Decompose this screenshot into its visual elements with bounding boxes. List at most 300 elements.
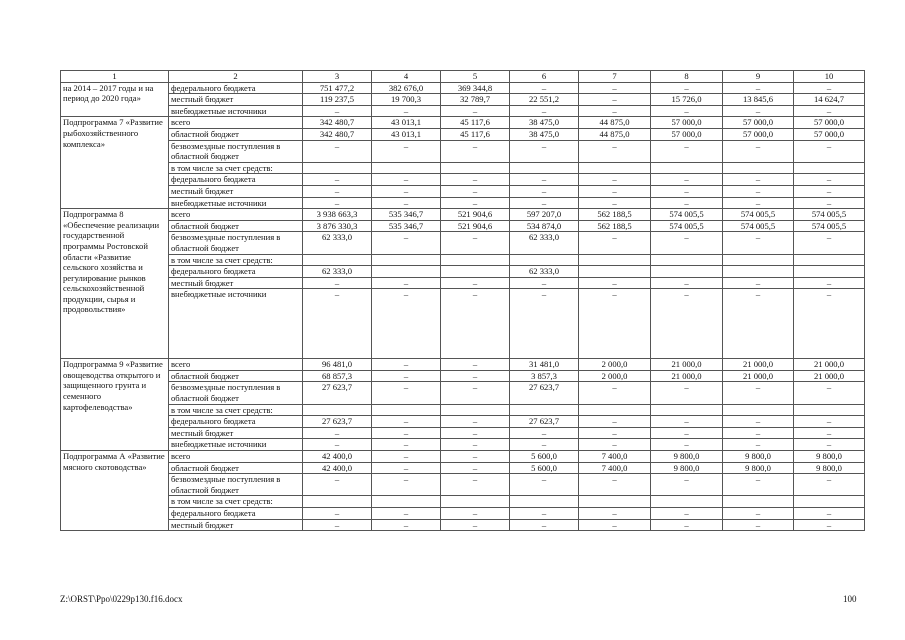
value-cell: – [303,289,372,359]
value-cell: – [372,451,441,463]
value-cell: 562 188,5 [579,209,651,221]
value-cell [794,162,865,174]
value-cell: 32 789,7 [441,94,510,106]
funding-source-label: безвозмездные поступления в областной бюджет [169,474,303,496]
program-title: Подпрограмма А «Развитие мясного скотоводства» [61,451,169,531]
value-cell: – [794,232,865,254]
value-cell: – [372,277,441,289]
table-row [61,209,865,221]
value-cell [372,404,441,416]
table-row [61,220,865,232]
funding-source-label: областной бюджет [169,128,303,140]
funding-source-label: федерального бюджета [169,82,303,94]
value-cell: – [441,508,510,520]
table-row [61,117,865,129]
funding-source-label: внебюджетные источники [169,289,303,359]
value-cell [794,496,865,508]
column-header: 6 [510,71,579,83]
value-cell: – [303,197,372,209]
value-cell: 57 000,0 [651,117,723,129]
value-cell: – [651,277,723,289]
funding-source-label: внебюджетные источники [169,439,303,451]
value-cell: 369 344,8 [441,82,510,94]
value-cell: 42 400,0 [303,451,372,463]
value-cell: – [723,439,794,451]
table-row [61,404,865,416]
value-cell: – [651,82,723,94]
table-row [61,416,865,428]
value-cell: – [723,508,794,520]
value-cell: 13 845,6 [723,94,794,106]
value-cell: 22 551,2 [510,94,579,106]
value-cell: 21 000,0 [794,370,865,382]
funding-source-label: безвозмездные поступления в областной бюджет [169,382,303,404]
value-cell: – [794,174,865,186]
value-cell: – [441,185,510,197]
value-cell: – [441,105,510,117]
value-cell: 382 676,0 [372,82,441,94]
value-cell: – [723,232,794,254]
value-cell: – [510,82,579,94]
value-cell: 342 480,7 [303,128,372,140]
value-cell: 45 117,6 [441,128,510,140]
value-cell [794,266,865,278]
value-cell [579,162,651,174]
value-cell: 42 400,0 [303,462,372,474]
value-cell [303,496,372,508]
value-cell: – [723,474,794,496]
value-cell: – [651,197,723,209]
value-cell [651,254,723,266]
table-row [61,254,865,266]
value-cell: – [651,474,723,496]
value-cell: – [441,416,510,428]
value-cell: – [794,439,865,451]
value-cell: – [794,382,865,404]
value-cell: – [372,105,441,117]
program-title: на 2014 – 2017 годы и на период до 2020 года» [61,82,169,117]
value-cell: – [579,140,651,162]
value-cell: – [723,140,794,162]
value-cell: 27 623,7 [510,382,579,404]
value-cell: 57 000,0 [723,128,794,140]
value-cell: 27 623,7 [303,416,372,428]
value-cell: 44 875,0 [579,128,651,140]
value-cell: – [441,474,510,496]
funding-source-label: местный бюджет [169,185,303,197]
value-cell: – [441,382,510,404]
value-cell: – [723,416,794,428]
value-cell: 574 005,5 [723,209,794,221]
table-row [61,370,865,382]
value-cell: – [651,174,723,186]
value-cell [651,404,723,416]
value-cell: 38 475,0 [510,117,579,129]
budget-table [60,70,865,531]
value-cell: – [372,370,441,382]
value-cell: – [579,277,651,289]
value-cell: 21 000,0 [651,370,723,382]
value-cell: 574 005,5 [651,209,723,221]
table-row [61,289,865,359]
value-cell: 21 000,0 [723,370,794,382]
value-cell [794,254,865,266]
value-cell [579,254,651,266]
funding-source-label: всего [169,451,303,463]
value-cell: 44 875,0 [579,117,651,129]
value-cell: 7 400,0 [579,462,651,474]
value-cell [441,266,510,278]
value-cell [372,254,441,266]
table-row [61,439,865,451]
value-cell: – [303,519,372,531]
value-cell [372,266,441,278]
value-cell [579,404,651,416]
funding-source-label: федерального бюджета [169,174,303,186]
value-cell: – [441,451,510,463]
value-cell: 57 000,0 [651,128,723,140]
value-cell: 535 346,7 [372,209,441,221]
value-cell: – [651,185,723,197]
value-cell: 3 938 663,3 [303,209,372,221]
value-cell: 574 005,5 [723,220,794,232]
value-cell: – [441,462,510,474]
value-cell: – [579,185,651,197]
value-cell: – [510,519,579,531]
value-cell: – [441,427,510,439]
funding-source-label: местный бюджет [169,519,303,531]
value-cell: 574 005,5 [794,220,865,232]
column-header: 10 [794,71,865,83]
value-cell: – [510,174,579,186]
value-cell [441,162,510,174]
funding-source-label: местный бюджет [169,94,303,106]
value-cell: 19 700,3 [372,94,441,106]
value-cell: 62 333,0 [510,232,579,254]
value-cell: – [510,289,579,359]
value-cell [723,404,794,416]
value-cell: 15 726,0 [651,94,723,106]
value-cell [579,496,651,508]
value-cell [651,162,723,174]
value-cell: 9 800,0 [794,462,865,474]
value-cell: 27 623,7 [510,416,579,428]
value-cell: – [651,439,723,451]
value-cell: 751 477,2 [303,82,372,94]
value-cell: 45 117,6 [441,117,510,129]
value-cell: – [372,174,441,186]
funding-source-label: федерального бюджета [169,416,303,428]
value-cell: – [794,140,865,162]
value-cell: 14 624,7 [794,94,865,106]
value-cell: – [794,427,865,439]
value-cell [303,404,372,416]
value-cell [441,404,510,416]
value-cell: – [303,474,372,496]
value-cell: – [303,185,372,197]
value-cell: 2 000,0 [579,359,651,371]
value-cell: – [372,359,441,371]
value-cell: 342 480,7 [303,117,372,129]
value-cell: – [372,519,441,531]
value-cell: – [794,197,865,209]
table-row [61,508,865,520]
column-header: 9 [723,71,794,83]
value-cell: 68 857,3 [303,370,372,382]
value-cell: 574 005,5 [794,209,865,221]
funding-source-label: в том числе за счет средств: [169,254,303,266]
value-cell [303,254,372,266]
value-cell: 9 800,0 [651,462,723,474]
table-row [61,185,865,197]
value-cell [372,496,441,508]
value-cell: – [441,289,510,359]
value-cell: – [794,185,865,197]
value-cell: 3 857,3 [510,370,579,382]
table-row [61,232,865,254]
value-cell: – [794,277,865,289]
value-cell [723,162,794,174]
column-header: 1 [61,71,169,83]
value-cell: – [441,232,510,254]
value-cell: 96 481,0 [303,359,372,371]
table-row [61,519,865,531]
value-cell: – [723,427,794,439]
column-header: 7 [579,71,651,83]
value-cell: 2 000,0 [579,370,651,382]
value-cell: 57 000,0 [794,117,865,129]
funding-source-label: безвозмездные поступления в областной бюджет [169,232,303,254]
value-cell: 562 188,5 [579,220,651,232]
value-cell [372,162,441,174]
table-row [61,174,865,186]
value-cell [441,254,510,266]
value-cell: 62 333,0 [303,266,372,278]
value-cell: – [723,519,794,531]
value-cell: – [579,82,651,94]
value-cell: – [794,105,865,117]
value-cell: – [723,185,794,197]
value-cell: – [372,382,441,404]
value-cell: 9 800,0 [794,451,865,463]
value-cell: – [372,197,441,209]
table-row [61,359,865,371]
funding-source-label: в том числе за счет средств: [169,496,303,508]
value-cell [794,404,865,416]
funding-source-label: безвозмездные поступления в областной бюджет [169,140,303,162]
value-cell: – [303,508,372,520]
value-cell: – [372,474,441,496]
value-cell: – [303,174,372,186]
value-cell: – [510,474,579,496]
value-cell: – [441,519,510,531]
value-cell: 5 600,0 [510,462,579,474]
program-title: Подпрограмма 9 «Развитие овощеводства открытого и защищенного грунта и семенного картофелеводства» [61,359,169,451]
value-cell: – [579,105,651,117]
value-cell: – [303,277,372,289]
value-cell: – [794,508,865,520]
funding-source-label: областной бюджет [169,370,303,382]
funding-source-label: местный бюджет [169,427,303,439]
value-cell: 21 000,0 [723,359,794,371]
value-cell: – [579,94,651,106]
value-cell [651,496,723,508]
value-cell: 119 237,5 [303,94,372,106]
value-cell: – [510,197,579,209]
value-cell: – [579,232,651,254]
value-cell: – [579,508,651,520]
value-cell: – [372,508,441,520]
value-cell: 521 904,6 [441,209,510,221]
value-cell [651,266,723,278]
value-cell [510,254,579,266]
value-cell: – [510,185,579,197]
value-cell: – [372,439,441,451]
value-cell: – [723,197,794,209]
value-cell: – [579,519,651,531]
value-cell: 62 333,0 [510,266,579,278]
program-title: Подпрограмма 8 «Обеспечение реализации государственной программы Ростовской области «Развитие сельского хозяйства и регулирование рынков сельскохозяйственной продукции, сырья и продовольствия» [61,209,169,359]
value-cell: 5 600,0 [510,451,579,463]
value-cell: – [794,416,865,428]
value-cell: 534 874,0 [510,220,579,232]
table-row [61,427,865,439]
table-row [61,462,865,474]
value-cell: 521 904,6 [441,220,510,232]
value-cell: – [441,370,510,382]
value-cell: 9 800,0 [723,451,794,463]
value-cell: – [794,519,865,531]
value-cell: – [723,174,794,186]
column-header: 4 [372,71,441,83]
value-cell: 7 400,0 [579,451,651,463]
value-cell: 21 000,0 [794,359,865,371]
table-row [61,496,865,508]
value-cell: – [441,140,510,162]
value-cell: – [651,232,723,254]
value-cell: – [651,416,723,428]
table-row [61,140,865,162]
value-cell: – [651,508,723,520]
value-cell: – [723,105,794,117]
value-cell: – [372,416,441,428]
value-cell: 38 475,0 [510,128,579,140]
value-cell [510,496,579,508]
value-cell: – [372,140,441,162]
value-cell [723,496,794,508]
value-cell: – [794,289,865,359]
value-cell: 43 013,1 [372,117,441,129]
value-cell: – [794,474,865,496]
table-row [61,277,865,289]
value-cell: – [794,82,865,94]
value-cell: – [510,508,579,520]
value-cell: – [510,439,579,451]
funding-source-label: федерального бюджета [169,508,303,520]
value-cell [723,266,794,278]
value-cell: – [303,140,372,162]
value-cell: 31 481,0 [510,359,579,371]
funding-source-label: областной бюджет [169,462,303,474]
value-cell: – [723,277,794,289]
table-row [61,94,865,106]
value-cell: – [303,439,372,451]
value-cell: – [579,416,651,428]
value-cell: – [372,185,441,197]
page-number: 100 [843,594,857,604]
value-cell: – [723,382,794,404]
funding-source-label: в том числе за счет средств: [169,404,303,416]
program-title: Подпрограмма 7 «Развитие рыбохозяйственного комплекса» [61,117,169,209]
value-cell: 9 800,0 [723,462,794,474]
value-cell: – [579,197,651,209]
value-cell: 27 623,7 [303,382,372,404]
column-header: 8 [651,71,723,83]
value-cell: – [441,174,510,186]
table-row [61,82,865,94]
value-cell: – [372,232,441,254]
value-cell: – [651,519,723,531]
funding-source-label: федерального бюджета [169,266,303,278]
column-header: 5 [441,71,510,83]
value-cell: – [510,140,579,162]
value-cell: – [651,140,723,162]
value-cell: – [372,289,441,359]
value-cell: – [723,289,794,359]
value-cell [441,496,510,508]
header-row [61,71,865,83]
value-cell: 57 000,0 [723,117,794,129]
value-cell: – [441,197,510,209]
value-cell: – [651,289,723,359]
value-cell: – [651,105,723,117]
column-header: 2 [169,71,303,83]
value-cell: – [372,462,441,474]
funding-source-label: областной бюджет [169,220,303,232]
value-cell: 21 000,0 [651,359,723,371]
funding-source-label: местный бюджет [169,277,303,289]
table-row [61,162,865,174]
funding-source-label: внебюджетные источники [169,105,303,117]
value-cell: – [579,474,651,496]
funding-source-label: всего [169,359,303,371]
value-cell: 62 333,0 [303,232,372,254]
value-cell: 535 346,7 [372,220,441,232]
value-cell: – [579,289,651,359]
value-cell: – [651,427,723,439]
funding-source-label: в том числе за счет средств: [169,162,303,174]
value-cell [579,266,651,278]
value-cell [510,404,579,416]
value-cell: – [510,427,579,439]
value-cell: – [723,82,794,94]
value-cell: – [579,439,651,451]
value-cell: – [303,105,372,117]
funding-source-label: всего [169,209,303,221]
value-cell: – [303,427,372,439]
table-row [61,474,865,496]
table-row [61,128,865,140]
value-cell: – [651,382,723,404]
value-cell: – [579,427,651,439]
value-cell: – [510,105,579,117]
value-cell: 9 800,0 [651,451,723,463]
value-cell: – [441,277,510,289]
value-cell [303,162,372,174]
value-cell: – [579,382,651,404]
table-row [61,451,865,463]
table-row [61,382,865,404]
